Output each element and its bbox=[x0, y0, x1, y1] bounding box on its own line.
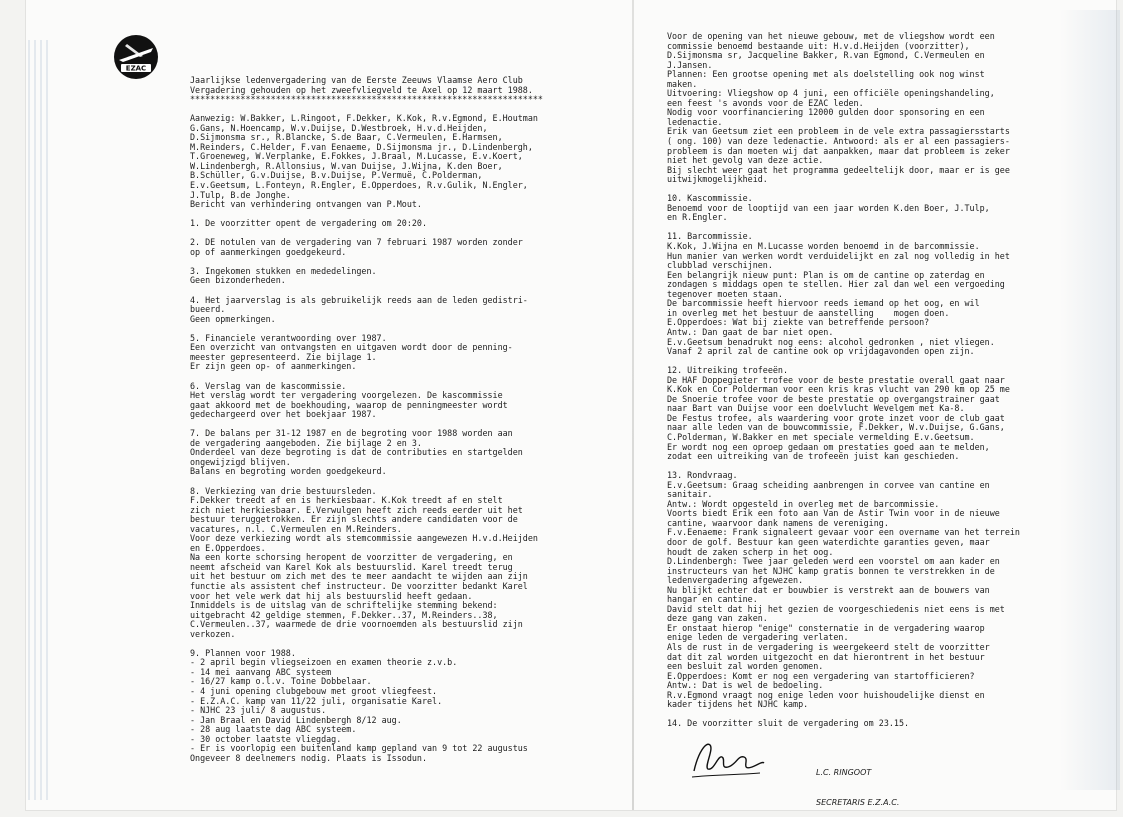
text-line: Als de rust in de vergadering is weergekeerd stelt de voorzitter bbox=[667, 642, 990, 652]
text-line: De HAF Doppegieter trofee voor de beste prestatie overall gaat naar bbox=[667, 374, 1005, 385]
signatory-title-line: SECRETARIS E.Z.A.C. bbox=[816, 797, 900, 807]
text-line: Er zijn geen op- of aanmerkingen. bbox=[190, 361, 357, 372]
text-line: Ongeveer 8 deelnemers nodig. Plaats is Issodun. bbox=[190, 752, 427, 763]
text-line: K.Kok, J.Wijna en M.Lucasse worden benoemd in de barcommissie. bbox=[667, 241, 980, 252]
text-line: gedechargeerd over het boekjaar 1987. bbox=[190, 409, 377, 420]
text-line: Er wordt nog een oproep gedaan om prestaties goed aan te melden, bbox=[667, 441, 990, 452]
text-line: Erik van Geetsum ziet een probleem in de vele extra passagiersstarts bbox=[667, 126, 1010, 137]
signatory-name-line: L.C. RINGOOT bbox=[816, 768, 872, 777]
signatory-name bbox=[816, 748, 899, 817]
text-line: ongewijzigd blijven. bbox=[190, 456, 291, 467]
text-line: F.v.Eenaeme: Frank signaleert gevaar voor een overname van het terrein bbox=[667, 527, 1020, 538]
text-line: 12. Uitreiking trofeeën. bbox=[667, 365, 789, 376]
text-line: zondagen s middags open te stellen. Hier zal dan wel een vergoeding bbox=[667, 279, 1005, 290]
text-line: vacatures, n.l. C.Vermeulen en M.Reinders. bbox=[190, 523, 402, 534]
text-line: Bij slecht weer gaat het programma gedeeltelijk door, maar er is gee bbox=[667, 164, 1010, 175]
text-line: - Er is voorlopig een buitenland kamp gepland van 9 tot 22 augustus bbox=[190, 743, 528, 754]
text-line: - 28 aug laatste dag ABC systeem. bbox=[190, 724, 357, 735]
text-line: meester gepresenteerd. Zie bijlage 1. bbox=[190, 351, 377, 362]
text-line: instructeurs van het NJHC kamp gratis bonnen te verstrekken in de bbox=[667, 565, 995, 576]
text-line: Na een korte schorsing heropent de voorzitter de vergadering, en bbox=[190, 552, 513, 563]
text-line: probleem is dan moeten wij dat aanpakken, maar dat probleem is zeker bbox=[667, 145, 1010, 156]
text-line: bestuur teruggetrokken. Er zijn slechts andere candidaten voor de bbox=[190, 514, 518, 525]
text-line: J.Tulp, B.de Jonghe. bbox=[190, 189, 291, 200]
text-line: T.Groeneweg, W.Verplanke, E.Fokkes, J.Braal, M.Lucasse, E.v.Koert, bbox=[190, 151, 523, 162]
text-line: zich niet herkiesbaar. E.Verwulgen heeft zich reeds eerder uit het bbox=[190, 504, 523, 515]
text-line: 1. De voorzitter opent de vergadering om 20:20. bbox=[190, 218, 427, 229]
text-line: K.Kok en Cor Polderman voor een kris kras vlucht van 290 km op 25 me bbox=[667, 384, 1010, 395]
handwritten-signature-icon bbox=[688, 733, 768, 783]
page-fold bbox=[632, 0, 634, 810]
text-line: D.Sijmonsma sr, Jacqueline Bakker, R.van Egmond, C.Vermeulen en bbox=[667, 50, 985, 61]
ezac-logo-text: EZAC bbox=[125, 64, 147, 73]
text-line: M.Reinders, C.Helder, F.van Eenaeme, D.Sijmonsma jr., D.Lindenbergh, bbox=[190, 141, 533, 152]
text-line: 8. Verkiezing van drie bestuursleden. bbox=[190, 485, 377, 496]
text-line: Benoemd voor de looptijd van een jaar worden K.den Boer, J.Tulp, bbox=[667, 202, 990, 213]
text-line: gaat akkoord met de boekhouding, waarop de penningmeester wordt bbox=[190, 399, 508, 410]
text-line: Geen bizonderheden. bbox=[190, 275, 286, 286]
minutes-right-column bbox=[667, 32, 1072, 729]
text-line: E.v.Geetsum: Graag scheiding aanbrengen in corvee van cantine en bbox=[667, 479, 990, 490]
text-line: - 4 juni opening clubgebouw met groot vliegfeest. bbox=[190, 686, 438, 696]
text-line: 6. Verslag van de kascommissie. bbox=[190, 380, 347, 391]
text-line: Balans en begroting worden goedgekeurd. bbox=[190, 466, 387, 477]
text-line: in overleg met het bestuur de aanstelling mogen doen. bbox=[667, 307, 950, 318]
text-line: Aanwezig: W.Bakker, L.Ringoot, F.Dekker, K.Kok, R.v.Egmond, E.Houtman bbox=[190, 113, 538, 124]
text-line: Onderdeel van deze begroting is dat de contributies en startgelden bbox=[190, 447, 523, 458]
text-line: De Snoerie trofee voor de beste prestatie op overgangstrainer gaat bbox=[667, 393, 1000, 404]
text-line: 7. De balans per 31-12 1987 en de begroting voor 1988 worden aan bbox=[190, 428, 513, 439]
text-line: clubblad verschijnen. bbox=[667, 260, 773, 271]
text-line: Uitvoering: Vliegshow op 4 juni, een officiële openingshandeling, bbox=[667, 88, 995, 99]
text-line: Antw.: Dat is wel de bedoeling. bbox=[667, 680, 824, 691]
text-line: 11. Barcommissie. bbox=[667, 231, 753, 242]
text-line: enige leden de vergadering verlaten. bbox=[667, 632, 849, 643]
text-line: C.Polderman, W.Bakker en met speciale vermelding E.v.Geetsum. bbox=[667, 431, 975, 442]
text-line: Een overzicht van ontvangsten en uitgaven wordt door de penning- bbox=[190, 342, 513, 353]
text-line: R.v.Egmond vraagt nog enige leden voor huishoudelijke dienst en bbox=[667, 689, 985, 700]
text-line: - NJHC 23 juli/ 8 augustus. bbox=[190, 705, 327, 716]
text-line: ( ong. 100) van deze ledenactie. Antwoord: als er al een passagiers- bbox=[667, 136, 1010, 147]
text-line: - Jan Braal en David Lindenbergh 8/12 aug. bbox=[190, 714, 402, 725]
text-line: Voor deze verkiezing wordt als stemcommissie aangewezen H.v.d.Heijden bbox=[190, 533, 538, 544]
text-line: een feest 's avonds voor de EZAC leden. bbox=[667, 97, 864, 108]
text-line: Er onstaat hierop "enige" consternatie in de vergadering waarop bbox=[667, 622, 985, 633]
text-line: Een belangrijk nieuw punt: Plan is om de cantine op zaterdag en bbox=[667, 269, 985, 280]
text-line: Voorts biedt Erik een foto aan Van de Astir Twin voor in de nieuwe bbox=[667, 508, 1000, 519]
text-line: C.Vermeulen..37, waarmede de drie voornoemden als bestuurslid zijn bbox=[190, 619, 523, 630]
text-line: deze gang van zaken. bbox=[667, 613, 768, 624]
text-line: de vergadering aangeboden. Zie bijlage 2 en 3. bbox=[190, 437, 422, 448]
text-line: ********************************************************************** bbox=[190, 94, 543, 105]
text-line: De barcommissie heeft hiervoor reeds iemand op het oog, en wil bbox=[667, 298, 980, 309]
text-line: B.Schüller, G.v.Duijse, B.v.Duijse, P.Vermuë, C.Polderman, bbox=[190, 170, 483, 181]
text-line: Vergadering gehouden op het zweefvliegveld te Axel op 12 maart 1988. bbox=[190, 84, 533, 95]
text-line: uitwijkmogelijkheid. bbox=[667, 174, 768, 185]
text-line: en R.Engler. bbox=[667, 212, 728, 223]
text-line: functie als assistent chef instructeur. De voorzitter bedankt Karel bbox=[190, 580, 528, 591]
text-line: Plannen: Een grootse opening met als doelstelling ook nog winst bbox=[667, 69, 985, 80]
text-line: Voor de opening van het nieuwe gebouw, met de vliegshow wordt een bbox=[667, 31, 995, 41]
text-line: 2. DE notulen van de vergadering van 7 februari 1987 worden zonder bbox=[190, 237, 523, 248]
text-line: commissie benoemd bestaande uit: H.v.d.Heijden (voorzitter), bbox=[667, 40, 970, 51]
text-line: cantine, waarvoor dank namens de vereniging. bbox=[667, 517, 889, 528]
text-line: ledenactie. bbox=[667, 116, 723, 127]
text-line: J.Jansen. bbox=[667, 59, 713, 70]
show-through-left bbox=[28, 40, 50, 800]
ezac-logo-icon bbox=[113, 34, 159, 80]
text-line: D.Lindenbergh: Twee jaar geleden werd een voorstel om aan kader en bbox=[667, 556, 1000, 567]
text-line: kader tijdens het NJHC kamp. bbox=[667, 699, 809, 710]
text-line: G.Gans, N.Hoencamp, W.v.Duijse, D.Westbroek, H.v.d.Heijden, bbox=[190, 122, 488, 133]
text-line: W.Lindenbergh, R.Allonsius, W.van Duijse, J.Wijna, K.den Boer, bbox=[190, 160, 503, 171]
text-line: neemt afscheid van Karel Kok als bestuurslid. Karel treedt terug bbox=[190, 561, 513, 572]
text-line: - 16/27 kamp o.l.v. Toine Dobbelaar. bbox=[190, 676, 372, 687]
text-line: verkozen. bbox=[190, 628, 236, 639]
text-line: 13. Rondvraag. bbox=[667, 470, 738, 481]
text-line: naar Bart van Duijse voor een doelvlucht Wevelgem met Ka-8. bbox=[667, 403, 965, 414]
text-line: houdt de zaken scherp in het oog. bbox=[667, 546, 834, 557]
text-line: F.Dekker treedt af en is herkiesbaar. K.Kok treedt af en stelt bbox=[190, 495, 503, 506]
text-line: bueerd. bbox=[190, 304, 226, 315]
text-line: 9. Plannen voor 1988. bbox=[190, 647, 296, 658]
text-line: uitgebracht 42 geldige stemmen, F.Dekker..37, M.Reinders..38, bbox=[190, 609, 498, 620]
text-line: E.Opperdoes: Komt er nog een vergadering van startofficieren? bbox=[667, 670, 975, 681]
text-line: niet het gevolg van deze actie. bbox=[667, 155, 824, 166]
text-line: Vanaf 2 april zal de cantine ook op vrijdagavonden open zijn. bbox=[667, 346, 975, 357]
text-line: Bericht van verhindering ontvangen van P.Mout. bbox=[190, 199, 422, 210]
text-line: 14. De voorzitter sluit de vergadering om 23.15. bbox=[667, 718, 910, 729]
text-line: voor het vele werk dat hij als bestuurslid heeft gedaan. bbox=[190, 590, 473, 601]
text-line: zodat een uitreiking van de trofeeën juist kan geschieden. bbox=[667, 451, 960, 462]
text-line: E.v.Geetsum, L.Fonteyn, R.Engler, E.Opperdoes, R.v.Gulik, N.Engler, bbox=[190, 180, 528, 191]
text-line: E.v.Geetsum benadrukt nog eens: alcohol gedronken , niet vliegen. bbox=[667, 336, 995, 347]
text-line: Inmiddels is de uitslag van de schriftelijke stemming bekend: bbox=[190, 600, 498, 611]
minutes-left-column bbox=[190, 76, 610, 763]
text-line: Hun manier van werken wordt verduidelijkt en zal nog volledig in het bbox=[667, 250, 1010, 261]
text-line: 10. Kascommissie. bbox=[667, 193, 753, 204]
text-line: maken. bbox=[667, 78, 698, 89]
text-line: D.Sijmonsma sr., R.Blancke, S.de Baar, C.Vermeulen, E.Harmsen, bbox=[190, 132, 503, 143]
text-line: dat dit zal worden uitgezocht en dat hierontrent in het bestuur bbox=[667, 651, 985, 662]
text-line: naar alle leden van de bouwcommissie, F.Dekker, W.v.Duijse, G.Gans, bbox=[667, 422, 1005, 433]
text-line: E.Opperdoes: Wat bij ziekte van betreffende persoon? bbox=[667, 317, 930, 328]
text-line: Nu blijkt echter dat er bouwbier is verstrekt aan de bouwers van bbox=[667, 584, 990, 595]
text-line: De Festus trofee, als waardering voor grote inzet voor de club gaat bbox=[667, 412, 1005, 423]
text-line: sanitair. bbox=[667, 489, 713, 500]
text-line: - 14 mei aanvang ABC systeem bbox=[190, 666, 332, 677]
text-line: Antw.: Wordt opgesteld in overleg met de barcommissie. bbox=[667, 498, 940, 509]
text-line: 5. Financiele verantwoording over 1987. bbox=[190, 332, 387, 343]
text-line: op of aanmerkingen goedgekeurd. bbox=[190, 246, 347, 257]
text-line: Antw.: Dan gaat de bar niet open. bbox=[667, 326, 834, 337]
text-line: tegenover moeten staan. bbox=[667, 288, 783, 299]
text-line: door de golf. Bestuur kan geen waterdichte garanties geven, maar bbox=[667, 536, 990, 547]
text-line: - 2 april begin vliegseizoen en examen theorie z.v.b. bbox=[190, 657, 458, 668]
text-line: Het verslag wordt ter vergadering voorgelezen. De kascommissie bbox=[190, 390, 503, 401]
text-line: ledenvergadering afgewezen. bbox=[667, 575, 804, 586]
text-line: 3. Ingekomen stukken en mededelingen. bbox=[190, 265, 377, 276]
text-line: een besluit zal worden genomen. bbox=[667, 661, 824, 672]
text-line: hangar en cantine. bbox=[667, 594, 758, 605]
text-line: David stelt dat hij het gezien de voorgeschiedenis niet eens is met bbox=[667, 603, 1005, 614]
text-line: Geen opmerkingen. bbox=[190, 313, 276, 324]
text-line: Jaarlijkse ledenvergadering van de Eerste Zeeuws Vlaamse Aero Club bbox=[190, 75, 523, 85]
text-line: - 30 october laatste vliegdag. bbox=[190, 733, 342, 744]
text-line: 4. Het jaarverslag is als gebruikelijk reeds aan de leden gedistri- bbox=[190, 294, 528, 305]
text-line: - E.Z.A.C. kamp van 11/22 juli, organisatie Karel. bbox=[190, 695, 443, 706]
text-line: uit het bestuur om zich met des te meer aandacht te wijden aan zijn bbox=[190, 571, 528, 582]
text-line: Nodig voor voorfinanciering 12000 gulden door sponsoring en een bbox=[667, 107, 985, 118]
text-line: en E.Opperdoes. bbox=[190, 542, 266, 553]
